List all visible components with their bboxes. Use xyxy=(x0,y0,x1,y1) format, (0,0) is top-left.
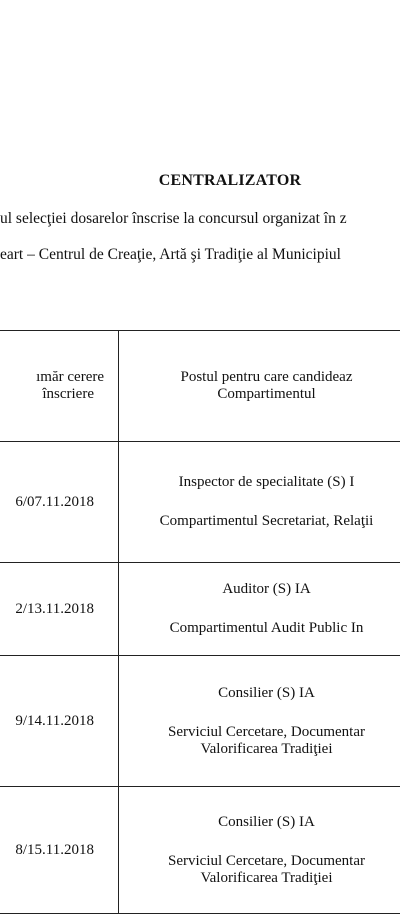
post-name: Consilier (S) IA xyxy=(119,814,400,831)
nr-cerere-cell xyxy=(0,563,119,656)
compartiment-line-2: Valorificarea Tradiţiei xyxy=(119,870,400,887)
post-cell xyxy=(119,656,400,787)
nr-cerere: 9/14.11.2018 xyxy=(0,713,118,730)
header-post-line2: Compartimentul xyxy=(119,386,400,403)
compartiment-line-2: Valorificarea Tradiţiei xyxy=(119,741,400,758)
compartiment-name: Compartimentul Audit Public In xyxy=(119,620,400,637)
header-nr-line2: înscriere xyxy=(0,386,118,403)
header-post xyxy=(119,331,400,442)
post-cell xyxy=(119,442,400,563)
nr-cerere-cell xyxy=(0,787,119,914)
post-name: Inspector de specialitate (S) I xyxy=(119,474,400,491)
nr-cerere: 6/07.11.2018 xyxy=(0,494,118,511)
nr-cerere-cell xyxy=(0,656,119,787)
table-row xyxy=(0,787,400,914)
table-header-row xyxy=(0,331,400,442)
centralizator-table xyxy=(0,330,400,914)
header-post-line1: Postul pentru care candideaz xyxy=(119,369,400,386)
compartiment-name: Compartimentul Secretariat, Relaţii xyxy=(119,513,400,530)
post-cell xyxy=(119,563,400,656)
post-cell xyxy=(119,787,400,914)
header-nr-cerere xyxy=(0,331,119,442)
post-name: Auditor (S) IA xyxy=(119,581,400,598)
table-row xyxy=(0,656,400,787)
intro-line-1: ul selecţiei dosarelor înscrise la concursul organizat în z xyxy=(0,210,347,228)
nr-cerere-cell xyxy=(0,442,119,563)
post-name: Consilier (S) IA xyxy=(119,685,400,702)
intro-line-2: eart – Centrul de Creaţie, Artă şi Tradiţie al Municipiul xyxy=(0,246,341,264)
table-row xyxy=(0,442,400,563)
header-nr-line1: ımăr cerere xyxy=(0,369,118,386)
nr-cerere: 2/13.11.2018 xyxy=(0,601,118,618)
compartiment-line-1: Serviciul Cercetare, Documentar xyxy=(119,853,400,870)
table-row xyxy=(0,563,400,656)
nr-cerere: 8/15.11.2018 xyxy=(0,842,118,859)
compartiment-line-1: Serviciul Cercetare, Documentar xyxy=(119,724,400,741)
document-title: CENTRALIZATOR xyxy=(0,172,400,190)
